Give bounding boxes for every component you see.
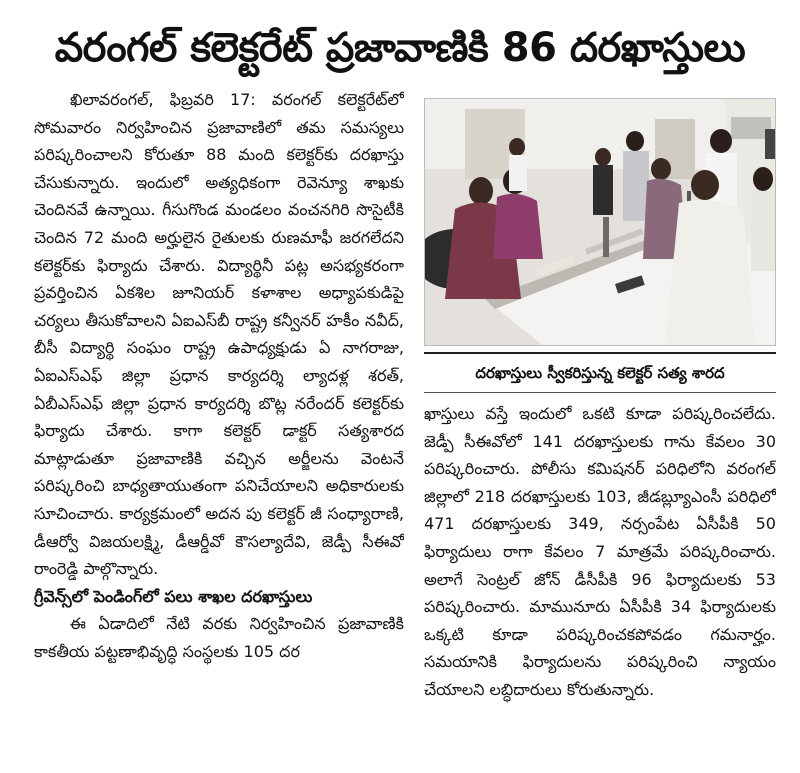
paragraph-1-text: ఖిలావరంగల్, ఫిబ్రవరి 17: వరంగల్ కలెక్టరేట్‌లో సోమవారం నిర్వహించిన ప్రజావాణిలో తమ సమస్యలు పరిష్కరించాలని కోరుతూ 88 మంది కలెక్టర్‌కు దరఖాస్తు చేసుకున్నారు. ఇందులో అత్యధికంగా రెవెన్యూ శాఖకు చెందినవే ఉన్నాయి. గీసుగొండ మండలం వంచనగిరి సొసైటీకి చెందిన 72 మంది అర్హులైన రైతులకు రుణమాఫీ జరగలేదని కలెక్టర్‌కు ఫిర్యాదు చేశారు. విద్యార్థినీ పట్ల అసభ్యకరంగా ప్రవర్తించిన ఏకశిల జూనియర్ కళాశాల అధ్యాపకుడిపై చర్యలు తీసుకోవాలని ఏఐఎస్‌బీ రాష్ట్ర కన్వీనర్ హకీం నవీద్, బీసీ విద్యార్థి సంఘం రాష్ట్ర ఉపాధ్యక్షుడు ఏ నాగరాజు, ఏఐఎస్ఎఫ్ జిల్లా ప్రధాన కార్యదర్శి ల్యాదళ్ల శరత్, ఏబీఎస్ఎఫ్ జిల్లా ప్రధాన కార్యదర్శి బొట్ల నరేందర్ కలెక్టర్‌కు ఫిర్యాదు చేశారు. కాగా కలెక్టర్ డాక్టర్ సత్యశారద మాట్లాడుతూ ప్రజావాణికి వచ్చిన అర్జీలను వెంటనే పరిష్కరించి బాధ్యతాయుతంగా పనిచేయాలని అధికారులకు సూచించారు. కార్యక్రమంలో అదన పు కలెక్టర్ జీ సంధ్యారాణి, డీఆర్వో విజయలక్ష్మి, డీఆర్డీవో కౌసల్యాదేవి, జెడ్పీ సీఈవో రాంరెడ్డి పాల్గొన్నారు. [34,90,404,579]
paragraph-2-text: ఈ ఏడాదిలో నేటి వరకు నిర్వహించిన ప్రజావాణికి కాకతీయ పట్టణాభివృద్ధి సంస్థలకు 105 దర [34,614,404,661]
article-paragraph-2-continued: ఖాస్తులు వస్తే ఇందులో ఒకటి కూడా పరిష్కరించలేదు. జెడ్పీ సీఈవోలో 141 దరఖాస్తులకు గాను కేవలం 30 పరిష్కరించారు. పోలీసు కమిషనర్ పరిధిలోని వరంగల్ జిల్లాలో 218 దరఖాస్తులకు 103, జీడబ్ల్యూఎంసీ పరిధిలో 471 దరఖాస్తులకు 349, నర్సంపేట ఏసీపీకి 50 ఫిర్యాదులు రాగా కేవలం 7 మాత్రమే పరిష్కరించారు. అలాగే సెంట్రల్ జోన్ డీసీపీకి 96 ఫిర్యాదులకు 53 పరిష్కరించారు. మామునూరు ఏసీపీకి 34 ఫిర్యాదులకు ఒక్కటి కూడా పరిష్కరించకపోవడం గమనార్హం. సమయానికి ఫిర్యాదులను పరిష్కరించి న్యాయం చేయాలని లబ్ధిదారులు కోరుతున్నారు. [424,404,776,699]
article-column-right [424,400,776,756]
caption-rule-bottom [424,392,776,393]
article-paragraph-2 [34,610,404,665]
headline: వరంగల్ కలెక్టరేట్ ప్రజావాణికి 86 దరఖాస్తులు [54,25,746,71]
article-subheading: గ్రీవెన్స్‌లో పెండింగ్‌లో పలు శాఖల దరఖాస్తులు [34,586,313,606]
article-paragraph-1 [34,86,404,583]
article-column-left [34,86,404,756]
collector-meeting-photo [425,99,776,346]
caption-rule-top [424,352,776,354]
news-photo [424,98,776,346]
photo-caption: దరఖాస్తులు స్వీకరిస్తున్న కలెక్టర్ సత్య శారద [475,364,725,382]
